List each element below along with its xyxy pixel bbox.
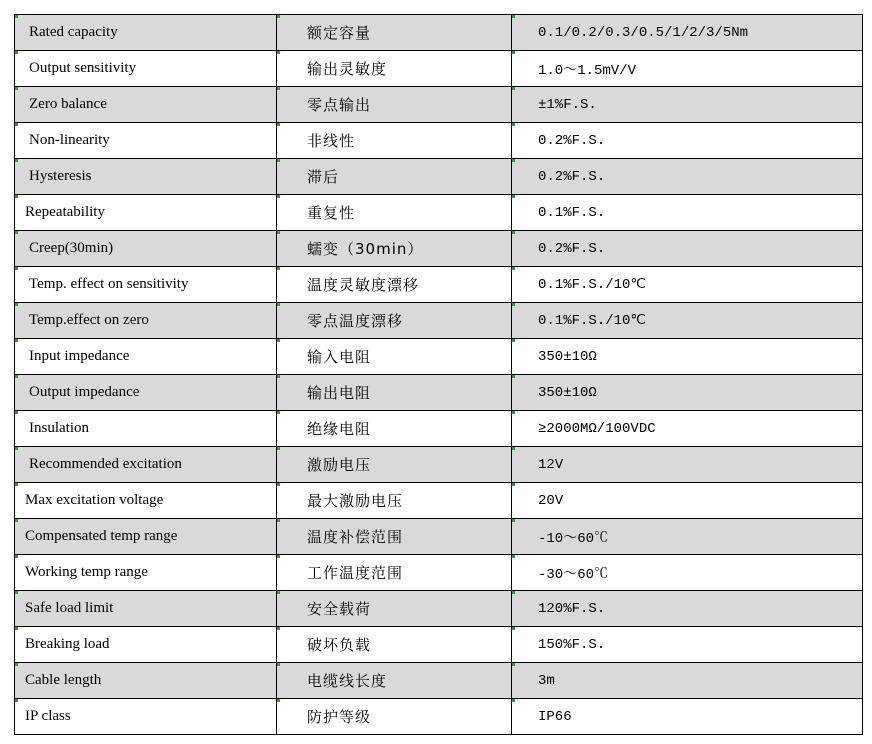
spec-chinese-name: 重复性 (277, 195, 512, 231)
spec-chinese-name: 激励电压 (277, 447, 512, 483)
spec-english-name: Repeatability (15, 195, 277, 231)
spec-chinese-name: 蠕变（30min） (277, 231, 512, 267)
spec-row (15, 483, 863, 519)
spec-english-name: Temp. effect on sensitivity (15, 267, 277, 303)
spec-chinese-name: 防护等级 (277, 699, 512, 735)
spec-chinese-name: 最大激励电压 (277, 483, 512, 519)
spec-row (15, 123, 863, 159)
spec-row (15, 699, 863, 735)
specification-table (14, 14, 863, 735)
spec-chinese-name: 额定容量 (277, 15, 512, 51)
spec-english-name: Working temp range (15, 555, 277, 591)
spec-row (15, 591, 863, 627)
spec-english-name: Breaking load (15, 627, 277, 663)
spec-value: 350±10Ω (512, 339, 863, 375)
spec-chinese-name: 破坏负载 (277, 627, 512, 663)
spec-chinese-name: 输出灵敏度 (277, 51, 512, 87)
spec-row (15, 663, 863, 699)
spec-chinese-name: 滞后 (277, 159, 512, 195)
spec-value: 0.2%F.S. (512, 231, 863, 267)
spec-english-name: Non-linearity (15, 123, 277, 159)
spec-value: 120%F.S. (512, 591, 863, 627)
spec-row (15, 195, 863, 231)
spec-value: -30～60℃ (512, 555, 863, 591)
spec-chinese-name: 温度补偿范围 (277, 519, 512, 555)
spec-english-name: Safe load limit (15, 591, 277, 627)
spec-row (15, 87, 863, 123)
spec-row (15, 231, 863, 267)
spec-english-name: Temp.effect on zero (15, 303, 277, 339)
spec-row (15, 447, 863, 483)
spec-english-name: Compensated temp range (15, 519, 277, 555)
spec-chinese-name: 温度灵敏度漂移 (277, 267, 512, 303)
spec-value: 3m (512, 663, 863, 699)
spec-value: 350±10Ω (512, 375, 863, 411)
spec-value: -10～60℃ (512, 519, 863, 555)
spec-row (15, 555, 863, 591)
spec-value: IP66 (512, 699, 863, 735)
spec-english-name: Hysteresis (15, 159, 277, 195)
spec-chinese-name: 安全载荷 (277, 591, 512, 627)
specification-table-body (15, 15, 863, 735)
spec-row (15, 519, 863, 555)
spec-row (15, 267, 863, 303)
spec-english-name: Zero balance (15, 87, 277, 123)
spec-value: 0.1%F.S./10℃ (512, 267, 863, 303)
spec-row (15, 339, 863, 375)
spec-english-name: IP class (15, 699, 277, 735)
spec-value: 0.1%F.S. (512, 195, 863, 231)
spec-value: 20V (512, 483, 863, 519)
spec-value: 150%F.S. (512, 627, 863, 663)
spec-english-name: Output sensitivity (15, 51, 277, 87)
spec-value: 0.2%F.S. (512, 123, 863, 159)
spec-chinese-name: 零点温度漂移 (277, 303, 512, 339)
spec-row (15, 15, 863, 51)
spec-english-name: Insulation (15, 411, 277, 447)
spec-chinese-name: 输入电阻 (277, 339, 512, 375)
spec-row (15, 375, 863, 411)
spec-chinese-name: 非线性 (277, 123, 512, 159)
spec-value: 0.1%F.S./10℃ (512, 303, 863, 339)
spec-english-name: Rated capacity (15, 15, 277, 51)
spec-row (15, 627, 863, 663)
spec-row (15, 303, 863, 339)
spec-english-name: Recommended excitation (15, 447, 277, 483)
spec-english-name: Cable length (15, 663, 277, 699)
spec-english-name: Input impedance (15, 339, 277, 375)
spec-row (15, 51, 863, 87)
spec-chinese-name: 电缆线长度 (277, 663, 512, 699)
spec-chinese-name: 零点输出 (277, 87, 512, 123)
spec-chinese-name: 工作温度范围 (277, 555, 512, 591)
spec-value: ±1%F.S. (512, 87, 863, 123)
spec-row (15, 411, 863, 447)
spec-chinese-name: 输出电阻 (277, 375, 512, 411)
spec-english-name: Max excitation voltage (15, 483, 277, 519)
spec-value: 1.0～1.5mV/V (512, 51, 863, 87)
spec-value: 0.1/0.2/0.3/0.5/1/2/3/5Nm (512, 15, 863, 51)
spec-english-name: Output impedance (15, 375, 277, 411)
spec-value: ≥2000MΩ/100VDC (512, 411, 863, 447)
spec-value: 12V (512, 447, 863, 483)
spec-english-name: Creep(30min) (15, 231, 277, 267)
spec-value: 0.2%F.S. (512, 159, 863, 195)
spec-row (15, 159, 863, 195)
spec-chinese-name: 绝缘电阻 (277, 411, 512, 447)
